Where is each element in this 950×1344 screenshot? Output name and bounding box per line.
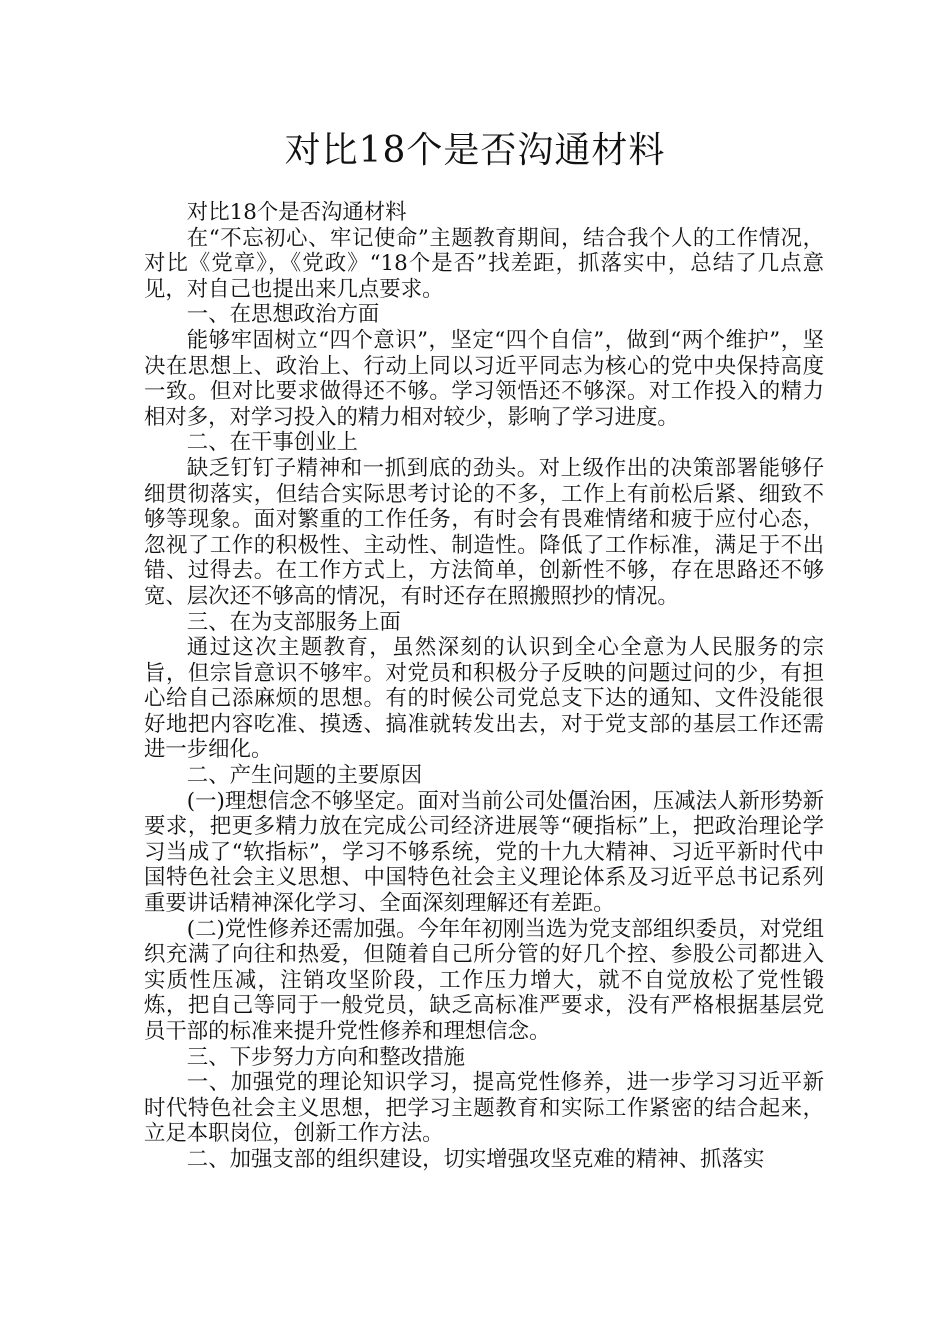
paragraph-ideology: 能够牢固树立“四个意识”，坚定“四个自信”，做到“两个维护”，坚决在思想上、政治上、行动上同以习近平同志为核心的党中央保持高度一致。但对比要求做得还不够。学习领悟还不够深。对工作投入的精力相对多，对学习投入的精力相对较少，影响了学习进度。 (144, 327, 824, 430)
paragraph-work: 缺乏钉钉子精神和一抓到底的劲头。对上级作出的决策部署能够仔细贯彻落实，但结合实际思考讨论的不多，工作上有前松后紧、细致不够等现象。面对繁重的工作任务，有时会有畏难情绪和疲于应付心态，忽视了工作的积极性、主动性、制造性。降低了工作标准，满足于不出错、过得去。在工作方式上，方法简单，创新性不够，存在思路还不够宽、层次还不够高的情况，有时还存在照搬照抄的情况。 (144, 455, 824, 609)
paragraph-service: 通过这次主题教育，虽然深刻的认识到全心全意为人民服务的宗旨，但宗旨意识不够牢。对党员和积极分子反映的问题过问的少，有担心给自己添麻烦的思想。有的时候公司党总支下达的通知、文件没能很好地把内容吃准、摸透、搞准就转发出去，对于党支部的基层工作还需进一步细化。 (144, 635, 824, 763)
paragraph-measure-1: 一、加强党的理论知识学习，提高党性修养，进一步学习习近平新时代特色社会主义思想，把学习主题教育和实际工作紧密的结合起来，立足本职岗位，创新工作方法。 (144, 1070, 824, 1147)
paragraph-measure-2: 二、加强支部的组织建设，切实增强攻坚克难的精神、抓落实 (186, 1146, 765, 1172)
document-title: 对比18个是否沟通材料 (284, 130, 666, 171)
heading-ideology: 一、在思想政治方面 (186, 302, 380, 328)
paragraph-subtitle: 对比18个是否沟通材料 (186, 200, 407, 225)
document-body (144, 200, 824, 1173)
heading-work: 二、在干事创业上 (186, 430, 358, 456)
paragraph-intro: 在“不忘初心、牢记使命”主题教育期间，结合我个人的工作情况，对比《党章》，《党政》“18个是否”找差距，抓落实中，总结了几点意见，对自己也提出来几点要求。 (144, 225, 824, 302)
heading-measures: 三、下步努力方向和整改措施 (186, 1044, 465, 1070)
paragraph-cause-2: (二)党性修养还需加强。今年年初刚当选为党支部组织委员，对党组织充满了向往和热爱，但随着自己所分管的好几个控、参股公司都进入实质性压减，注销攻坚阶段，工作压力增大，就不自觉放松了党性锻炼，把自己等同于一般党员，缺乏高标准严要求，没有严格根据基层党员干部的标准来提升党性修养和理想信念。 (144, 916, 824, 1044)
heading-causes: 二、产生问题的主要原因 (186, 763, 423, 789)
paragraph-cause-1: (一)理想信念不够坚定。面对当前公司处僵治困，压减法人新形势新要求，把更多精力放在完成公司经济进展等“硬指标”上，把政治理论学习当成了“软指标”，学习不够系统，党的十九大精神、习近平新时代中国特色社会主义思想、中国特色社会主义理论体系及习近平总书记系列重要讲话精神深化学习、全面深刻理解还有差距。 (144, 788, 824, 917)
heading-service: 三、在为支部服务上面 (186, 609, 401, 635)
